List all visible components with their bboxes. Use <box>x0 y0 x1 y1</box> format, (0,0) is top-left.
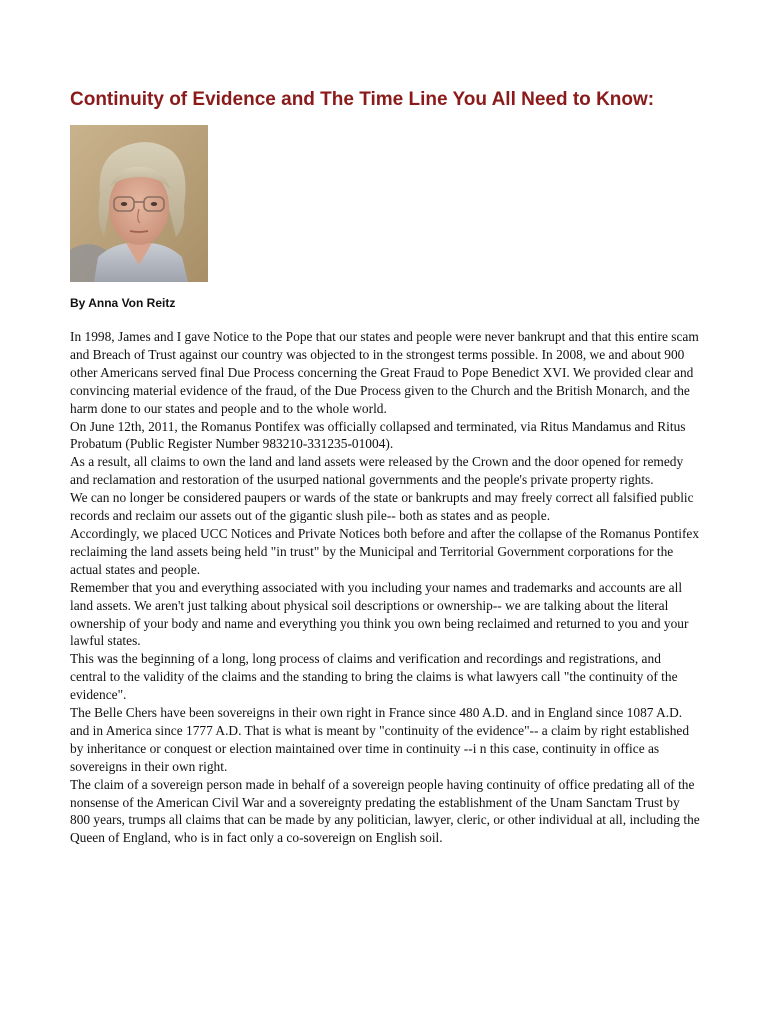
article-title: Continuity of Evidence and The Time Line You All Need to Know: <box>70 89 655 110</box>
paragraph: As a result, all claims to own the land and land assets were released by the Crown and the door opened for remedy and reclamation and restoration of the usurped national governments and the people's private property rights. <box>70 454 684 488</box>
article <box>70 88 700 847</box>
paragraph: The Belle Chers have been sovereigns in their own right in France since 480 A.D. and in England since 1087 A.D. and in America since 1777 A.D. That is what is meant by "continuity of the evidence"-- a claim by right established by inheritance or conquest or election maintained over time in continuity --i n this case, continuity in office as sovereigns in their own right. <box>70 705 690 774</box>
author-photo <box>70 125 208 282</box>
paragraph: We can no longer be considered paupers or wards of the state or bankrupts and may freely correct all falsified public records and reclaim our assets out of the gigantic slush pile-- both as states and as people. <box>70 490 694 524</box>
paragraph: The claim of a sovereign person made in behalf of a sovereign people having continuity of office predating all of the nonsense of the American Civil War and a sovereignty predating the establishment of the Unam Sanctam Trust by 800 years, trumps all claims that can be made by any politician, lawyer, cleric, or other individual at all, including the Queen of England, who is in fact only a co-sovereign on English soil. <box>70 776 700 846</box>
paragraph: This was the beginning of a long, long process of claims and verification and recordings and registrations, and central to the validity of the claims and the standing to bring the claims is what lawyers call "the continuity of the evidence". <box>70 651 678 703</box>
paragraph: On June 12th, 2011, the Romanus Pontifex was officially collapsed and terminated, via Ritus Mandamus and Ritus Probatum (Public Register Number 983210-331235-01004). <box>70 418 686 452</box>
paragraph: Remember that you and everything associated with you including your names and trademarks and accounts are all land assets. We aren't just talking about physical soil descriptions or ownership-- we are talking about the literal ownership of your body and name and everything you think you own being reclaimed and returned to you and your lawful states. <box>70 579 689 649</box>
paragraph: Accordingly, we placed UCC Notices and Private Notices both before and after the collapse of the Romanus Pontifex reclaiming the land assets being held "in trust" by the Municipal and Territorial Government corporations for the actual states and people. <box>70 525 700 577</box>
article-body <box>70 328 700 847</box>
paragraph: In 1998, James and I gave Notice to the Pope that our states and people were never bankrupt and that this entire scam and Breach of Trust against our country was objected to in the strongest terms possible. In 2008, we and about 900 other Americans served final Due Process concerning the Great Fraud to Pope Benedict XVI. We provided clear and convincing material evidence of the fraud, of the Due Process given to the Church and the British Monarch, and the harm done to our states and people and to the whole world. <box>70 329 699 416</box>
author-byline: By Anna Von Reitz <box>70 296 176 310</box>
